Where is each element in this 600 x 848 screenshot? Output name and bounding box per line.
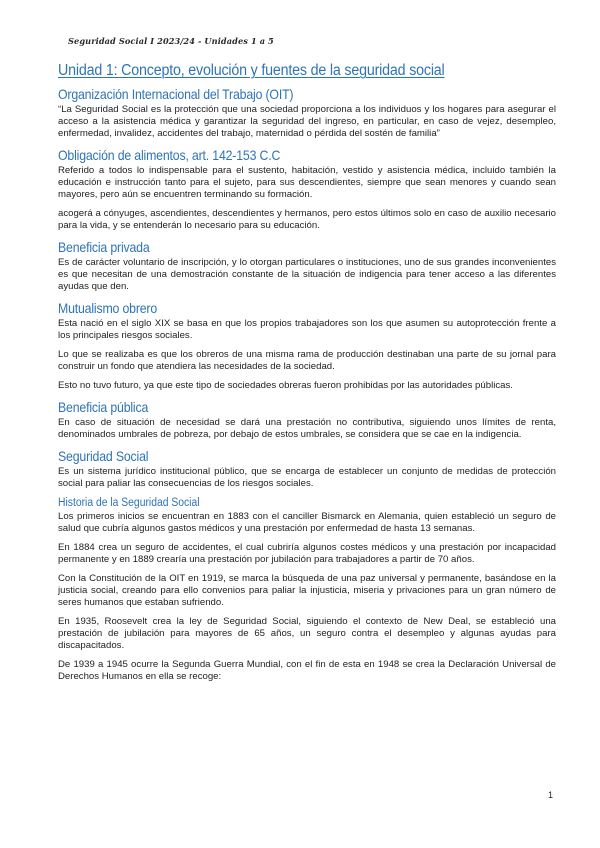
paragraph: Con la Constitución de la OIT en 1919, se marca la búsqueda de una paz universal y permanente, basándose en la justicia social, creando para ello convenios para paliar la injusticia, miseria y privaciones para un gran número de seres humanos que estaban sufriendo. <box>58 573 556 608</box>
running-header: Seguridad Social I 2023/24 - Unidades 1 a 5 <box>68 36 274 46</box>
paragraph: acogerá a cónyuges, ascendientes, descendientes y hermanos, pero estos últimos solo en caso de auxilio necesario para la vida, y se entenderán lo necesario para su educación. <box>58 208 556 231</box>
page-number: 1 <box>548 790 554 800</box>
unit-title: Unidad 1: Concepto, evolución y fuentes de la seguridad social <box>58 62 445 79</box>
section-beneficia-privada <box>58 239 556 293</box>
paragraph: En caso de situación de necesidad se dará una prestación no contributiva, siguiendo unos límites de renta, denominados umbrales de pobreza, por debajo de estos umbrales, se considera que se cae en la indigencia. <box>58 417 556 440</box>
section-beneficia-publica <box>58 399 556 441</box>
section-title: Mutualismo obrero <box>58 300 158 316</box>
paragraph: Esto no tuvo futuro, ya que este tipo de sociedades obreras fueron prohibidas por las autoridades públicas. <box>58 380 513 391</box>
paragraph: Referido a todos lo indispensable para el sustento, habitación, vestido y asistencia médica, incluido también la educación e instrucción tanto para el sujeto, para sus descendientes, siempre que sean menores y cuando sean mayores, pero aún se encuentren terminando su formación. <box>58 165 556 200</box>
section-title: Beneficia pública <box>58 399 149 415</box>
paragraph: Los primeros inicios se encuentran en 1883 con el canciller Bismarck en Alemania, quien estableció un seguro de salud que cubría algunos gastos médicos y una prestación por enfermedad de hasta 13 semanas. <box>58 511 556 534</box>
section-seguridad-social <box>58 448 556 490</box>
paragraph: “La Seguridad Social es la protección que una sociedad proporciona a los individuos y los hogares para asegurar el acceso a la asistencia médica y garantizar la seguridad del ingreso, en particular, en caso de vejez, desempleo, enfermedad, invalidez, accidentes del trabajo, maternidad o pérdida del sostén de familia” <box>58 104 556 139</box>
section-oit <box>58 86 556 140</box>
subsection-historia <box>58 497 556 683</box>
section-obligacion-alimentos <box>58 147 556 232</box>
paragraph: Es un sistema jurídico institucional público, que se encarga de establecer un conjunto de medidas de protección social para paliar las consecuencias de los riesgos sociales. <box>58 466 556 489</box>
paragraph: De 1939 a 1945 ocurre la Segunda Guerra Mundial, con el fin de esta en 1948 se crea la Declaración Universal de Derechos Humanos en ella se recoge: <box>58 659 556 682</box>
paragraph: Esta nació en el siglo XIX se basa en que los propios trabajadores son los que asumen su autoprotección frente a los principales riesgos sociales. <box>58 318 556 341</box>
section-title: Seguridad Social <box>58 448 149 464</box>
subsection-title: Historia de la Seguridad Social <box>58 497 200 509</box>
page-content <box>58 62 556 690</box>
paragraph: En 1884 crea un seguro de accidentes, el cual cubriría algunos costes médicos y una prestación por incapacidad permanente y en 1889 crearía una prestación por jubilación para trabajadores a partir de 70 años. <box>58 542 556 565</box>
section-title: Beneficia privada <box>58 239 150 255</box>
section-title: Organización Internacional del Trabajo (OIT) <box>58 86 294 102</box>
paragraph: Es de carácter voluntario de inscripción, y lo otorgan particulares o instituciones, uno de sus grandes inconvenientes es que necesitan de una demostración constante de la situación de indigencia para tener acceso a las diferentes ayudas que den. <box>58 257 556 292</box>
section-title: Obligación de alimentos, art. 142-153 C.C <box>58 147 281 163</box>
paragraph: Lo que se realizaba es que los obreros de una misma rama de producción destinaban una parte de su jornal para construir un fondo que atendiera las necesidades de la sociedad. <box>58 349 556 372</box>
paragraph: En 1935, Roosevelt crea la ley de Seguridad Social, siguiendo el contexto de New Deal, se estableció una prestación de jubilación para mayores de 65 años, un seguro contra el desempleo y algunas ayudas para discapacitados. <box>58 616 556 651</box>
section-mutualismo-obrero <box>58 300 556 392</box>
